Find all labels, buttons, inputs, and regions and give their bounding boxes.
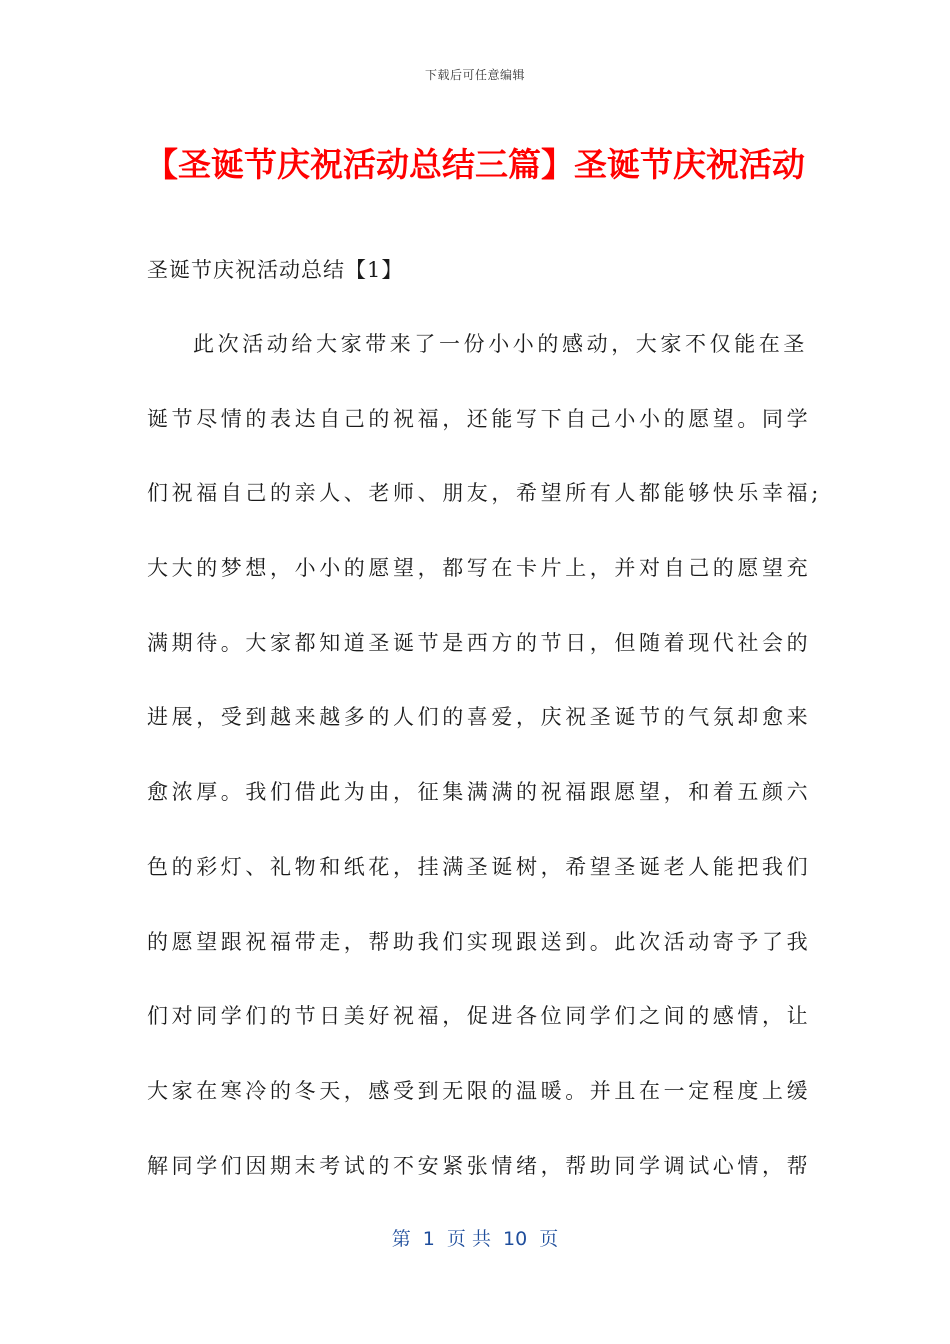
header-note: 下载后可任意编辑 [424,68,525,82]
page-number: 第 1 页 共 10 页 [391,1228,559,1250]
body-line: 们祝福自己的亲人、老师、朋友，希望所有人都能够快乐幸福; [147,481,822,506]
body-line: 大家在寒冷的冬天，感受到无限的温暖。并且在一定程度上缓 [147,1078,812,1103]
body-line: 色的彩灯、礼物和纸花，挂满圣诞树，希望圣诞老人能把我们 [147,854,812,879]
document-title: 【圣诞节庆祝活动总结三篇】圣诞节庆祝活动 [145,145,805,184]
body-text [147,323,822,1219]
body-line: 此次活动给大家带来了一份小小的感动，大家不仅能在圣 [193,332,808,356]
body-line: 满期待。大家都知道圣诞节是西方的节日，但随着现代社会的 [147,630,812,655]
body-line: 们对同学们的节日美好祝福，促进各位同学们之间的感情，让 [147,1004,812,1029]
body-line: 诞节尽情的表达自己的祝福，还能写下自己小小的愿望。同学 [147,406,812,431]
body-line: 的愿望跟祝福带走，帮助我们实现跟送到。此次活动寄予了我 [147,929,812,954]
body-line: 进展，受到越来越多的人们的喜爱，庆祝圣诞节的气氛却愈来 [147,705,812,730]
body-line: 大大的梦想，小小的愿望，都写在卡片上，并对自己的愿望充 [147,556,812,581]
section-heading: 圣诞节庆祝活动总结【1】 [147,258,404,282]
body-line: 解同学们因期末考试的不安紧张情绪，帮助同学调试心情，帮 [147,1153,812,1178]
body-line: 愈浓厚。我们借此为由，征集满满的祝福跟愿望，和着五颜六 [147,780,812,805]
